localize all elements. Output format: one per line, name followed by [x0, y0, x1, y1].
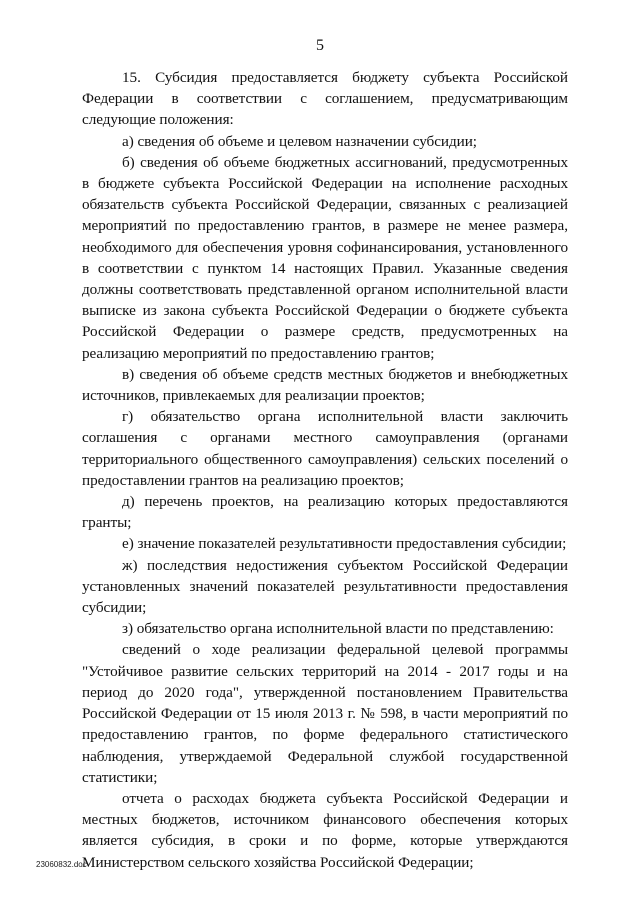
paragraph-15: 15. Субсидия предоставляется бюджету субъекта Российской Федерации в соответствии с соглашением, предусматривающим следующие положения: [82, 69, 568, 129]
paragraph-item-g: г) обязательство органа исполнительной власти заключить соглашения с органами местного самоуправления (органами территориального общественного самоуправления) сельских поселений о предоставлении грантов на реализацию проектов; [82, 408, 568, 489]
paragraph-item-e: е) значение показателей результативности предоставления субсидии; [122, 535, 567, 553]
paragraph-item-z-sub-2: отчета о расходах бюджета субъекта Российской Федерации и местных бюджетов, источником финансового обеспечения которых является субсидия, в сроки и по форме, которые утверждаются Министерством сельского хозяйства Российской Федерации; [82, 789, 568, 871]
paragraph-item-zh: ж) последствия недостижения субъектом Российской Федерации установленных значений показателей результативности предоставления субсидии; [82, 556, 568, 617]
document-body [82, 67, 568, 873]
paragraph-item-d: д) перечень проектов, на реализацию которых предоставляются гранты; [82, 493, 568, 532]
paragraph-item-v: в) сведения об объеме средств местных бюджетов и внебюджетных источников, привлекаемых для реализации проектов; [82, 365, 568, 405]
paragraph-item-z-sub-1: сведений о ходе реализации федеральной целевой программы "Устойчивое развитие сельских территорий на 2014 - 2017 годы и на период до 2020 года", утвержденной постановлением Правительства Российской Федерации от 15 июля 2013 г. № 598, в части мероприятий по предоставлению грантов, по форме федерального статистического наблюдения, утверждаемой Федеральной службой государственной статистики; [82, 641, 568, 786]
paragraph-item-b: б) сведения об объеме бюджетных ассигнований, предусмотренных в бюджете субъекта Российской Федерации на исполнение расходных обязательств субъекта Российской Федерации, связанных с реализацией мероприятий по предоставлению грантов, в размере не менее размера, необходимого для обеспечения уровня софинансирования, установленного в соответствии с пунктом 14 настоящих Правил. Указанные сведения должны соответствовать представленной органом исполнительной власти выписке из закона субъекта Российской Федерации о бюджете субъекта Российской Федерации о размере средств, предусмотренных на реализацию мероприятий по предоставлению грантов; [82, 153, 568, 362]
paragraph-item-a: а) сведения об объеме и целевом назначении субсидии; [122, 132, 477, 150]
paragraph-item-z: з) обязательство органа исполнительной власти по представлению: [122, 620, 554, 638]
footer-filename: 23060832.doc [36, 860, 87, 869]
page-number: 5 [316, 37, 324, 54]
